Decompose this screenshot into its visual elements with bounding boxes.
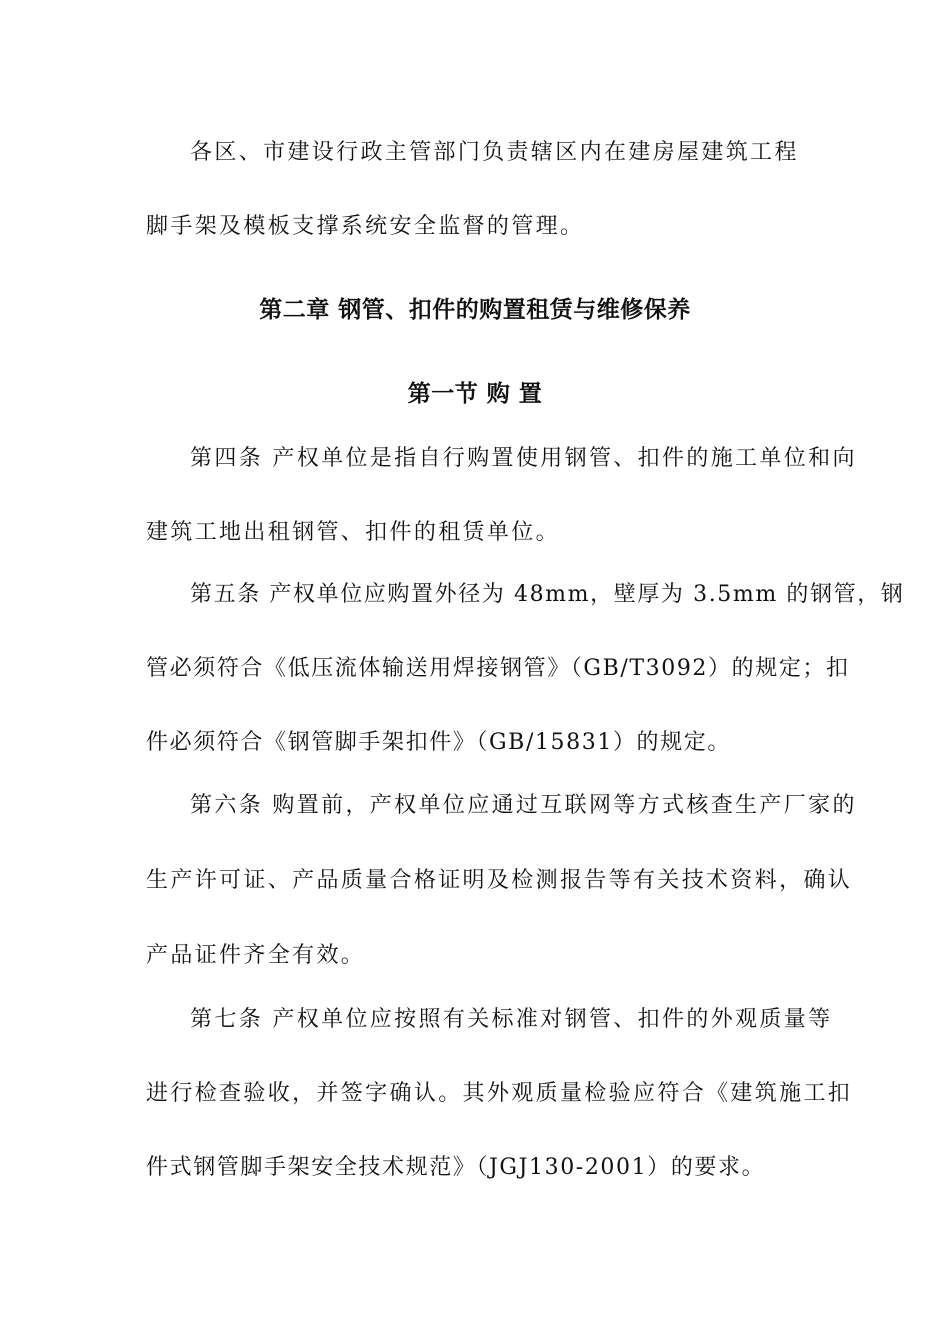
article-5-line-2: 管必须符合《低压流体输送用焊接钢管》（GB/T3092）的规定；扣 <box>146 656 850 681</box>
paragraph-intro-line-1: 各区、市建设行政主管部门负责辖区内在建房屋建筑工程 <box>190 140 799 165</box>
article-5-line-1: 第五条 产权单位应购置外径为 48mm，壁厚为 3.5mm 的钢管，钢 <box>190 582 905 607</box>
article-6-line-3: 产品证件齐全有效。 <box>146 943 366 968</box>
article-6-line-1: 第六条 购置前，产权单位应通过互联网等方式核查生产厂家的 <box>190 793 857 818</box>
article-6-line-2: 生产许可证、产品质量合格证明及检测报告等有关技术资料，确认 <box>146 868 853 893</box>
article-7-line-3: 件式钢管脚手架安全技术规范》（JGJ130-2001）的要求。 <box>146 1155 766 1180</box>
chapter-heading: 第二章 钢管、扣件的购置租赁与维修保养 <box>259 297 691 323</box>
paragraph-intro-line-2: 脚手架及模板支撑系统安全监督的管理。 <box>146 214 585 239</box>
article-4-line-2: 建筑工地出租钢管、扣件的租赁单位。 <box>146 520 560 545</box>
article-7-line-1: 第七条 产权单位应按照有关标准对钢管、扣件的外观质量等 <box>190 1007 833 1032</box>
article-5-line-3: 件必须符合《钢管脚手架扣件》（GB/15831）的规定。 <box>146 730 731 755</box>
section-heading: 第一节 购 置 <box>407 381 543 407</box>
article-4-line-1: 第四条 产权单位是指自行购置使用钢管、扣件的施工单位和向 <box>190 446 857 471</box>
article-7-line-2: 进行检查验收，并签字确认。其外观质量检验应符合《建筑施工扣 <box>146 1081 853 1106</box>
